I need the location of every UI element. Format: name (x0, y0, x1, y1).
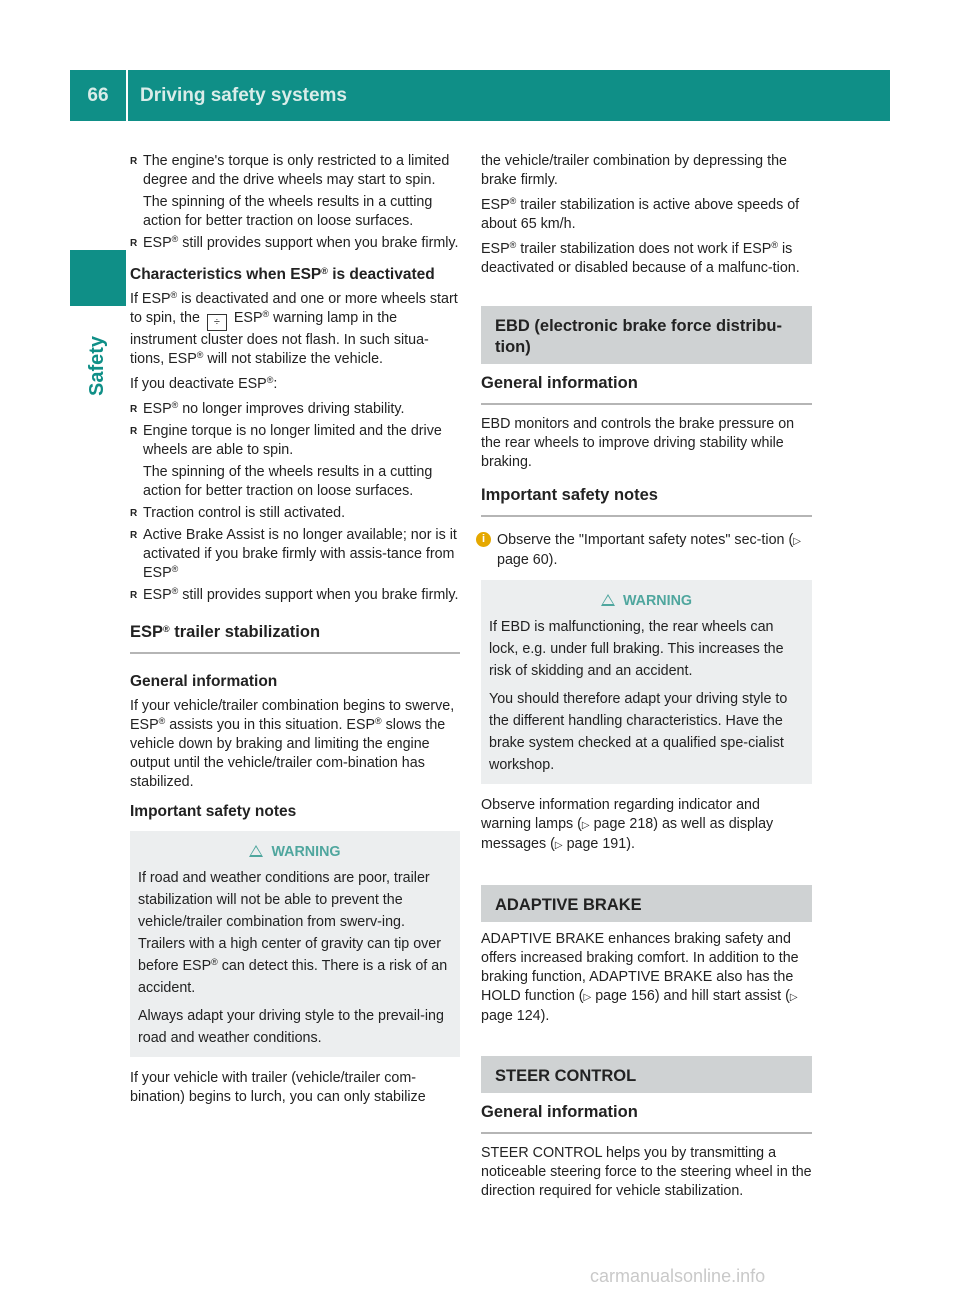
section-title: Important safety notes (481, 486, 812, 517)
paragraph: If ESP® is deactivated and one or more wheels start to spin, the ÷ ESP® warning lamp in the instrument cluster does not flash. In such situa-tions, ESP® will not stabilize the vehicle. (130, 290, 458, 367)
list-item: R Traction control is still activated. (130, 504, 460, 523)
warning-box (481, 580, 812, 784)
list-item: R ESP® still provides support when you brake firmly. (130, 586, 460, 605)
section-title-adaptive-brake: ADAPTIVE BRAKE (481, 885, 812, 922)
list-item-note: The spinning of the wheels results in a cutting action for better traction on loose surfaces. (143, 464, 433, 499)
paragraph: ESP® trailer stabilization is active above speeds of about 65 km/h. (481, 196, 800, 232)
warning-triangle-icon (601, 594, 615, 606)
side-tab-block (70, 250, 126, 306)
section-title-steer-control: STEER CONTROL (481, 1056, 812, 1093)
paragraph: If your vehicle with trailer (vehicle/trailer com-bination) begins to lurch, you can only stabilize (130, 1070, 426, 1105)
list-item: R The engine's torque is only restricted to a limited degree and the drive wheels may start to spin. (130, 152, 460, 190)
page-number: 66 (87, 85, 109, 106)
page-ref-arrow-icon: ▷ (581, 820, 590, 831)
paragraph: STEER CONTROL helps you by transmitting a noticeable steering force to the steering wheel in the direction required for vehicle stabilization. (481, 1145, 812, 1199)
warning-text: You should therefore adapt your driving style to the different handling characteristics. Have the brake system checked at a qualified spe-cialist workshop. (489, 691, 788, 773)
info-note: i Observe the "Important safety notes" sec-tion (▷ page 60). (481, 531, 812, 570)
watermark: carmanualsonline.info (590, 1266, 766, 1286)
left-column (130, 152, 460, 1113)
paragraph: EBD monitors and controls the brake pressure on the rear wheels to improve driving stability while braking. (481, 416, 795, 470)
esp-warning-lamp-icon: ÷ (207, 314, 227, 331)
warning-text: Always adapt your driving style to the prevail-ing road and weather conditions. (138, 1008, 444, 1046)
header-divider (126, 70, 128, 121)
section-title-ebd: EBD (electronic brake force distribu-tion) (481, 306, 812, 364)
warning-box (130, 831, 460, 1057)
list-item-note: The spinning of the wheels results in a cutting action for better traction on loose surfaces. (143, 194, 433, 229)
warning-title: WARNING (138, 841, 452, 863)
chapter-title: Driving safety systems (140, 85, 347, 106)
subsection-heading: Important safety notes (130, 803, 297, 820)
paragraph: ADAPTIVE BRAKE enhances braking safety and offers increased braking comfort. In addition to the braking function, ADAPTIVE BRAKE also has the HOLD function (▷ page 156) and hill start assist (▷ page 124). (481, 931, 799, 1024)
list-item: R Engine torque is no longer limited and the drive wheels are able to spin. (130, 422, 460, 460)
section-title: General information (481, 374, 812, 405)
page-ref-arrow-icon: ▷ (793, 536, 801, 547)
list-item: R ESP® no longer improves driving stability. (130, 400, 460, 419)
section-title: ESP® trailer stabilization (130, 623, 460, 654)
page-ref-arrow-icon: ▷ (554, 840, 563, 851)
subsection-heading: General information (130, 673, 278, 690)
warning-triangle-icon (249, 845, 263, 857)
warning-text: If EBD is malfunctioning, the rear wheels can lock, e.g. under full braking. This increases the risk of skidding and an accident. (489, 619, 784, 679)
warning-text: If road and weather conditions are poor, trailer stabilization will not be able to prevent the vehicle/trailer combination from swerv-ing. Trailers with a high center of gravity can tip over before ESP® can detect this. There is a risk of an accident. (138, 870, 448, 996)
section-heading: Characteristics when ESP® is deactivated (130, 266, 435, 283)
info-icon: i (476, 532, 491, 547)
section-title: General information (481, 1103, 812, 1134)
page-ref-arrow-icon: ▷ (789, 992, 798, 1003)
side-tab-label: Safety (86, 335, 108, 397)
paragraph: If you deactivate ESP®: (130, 375, 278, 392)
list-item: R Active Brake Assist is no longer available; nor is it activated if you brake firmly with assis-tance from ESP® (130, 526, 460, 583)
paragraph: If your vehicle/trailer combination begins to swerve, ESP® assists you in this situation. ESP® slows the vehicle down by braking and limiting the engine output until the vehicle/trailer com-bination has stabilized. (130, 698, 455, 790)
paragraph: ESP® trailer stabilization does not work if ESP® is deactivated or disabled because of a malfunc-tion. (481, 240, 800, 276)
list-item: R ESP® still provides support when you brake firmly. (130, 234, 460, 253)
paragraph: Observe information regarding indicator and warning lamps (▷ page 218) as well as display messages (▷ page 191). (481, 797, 774, 852)
page-ref-arrow-icon: ▷ (583, 992, 592, 1003)
right-column (481, 152, 812, 1207)
warning-title: WARNING (489, 590, 804, 612)
paragraph: the vehicle/trailer combination by depressing the brake firmly. (481, 153, 787, 188)
